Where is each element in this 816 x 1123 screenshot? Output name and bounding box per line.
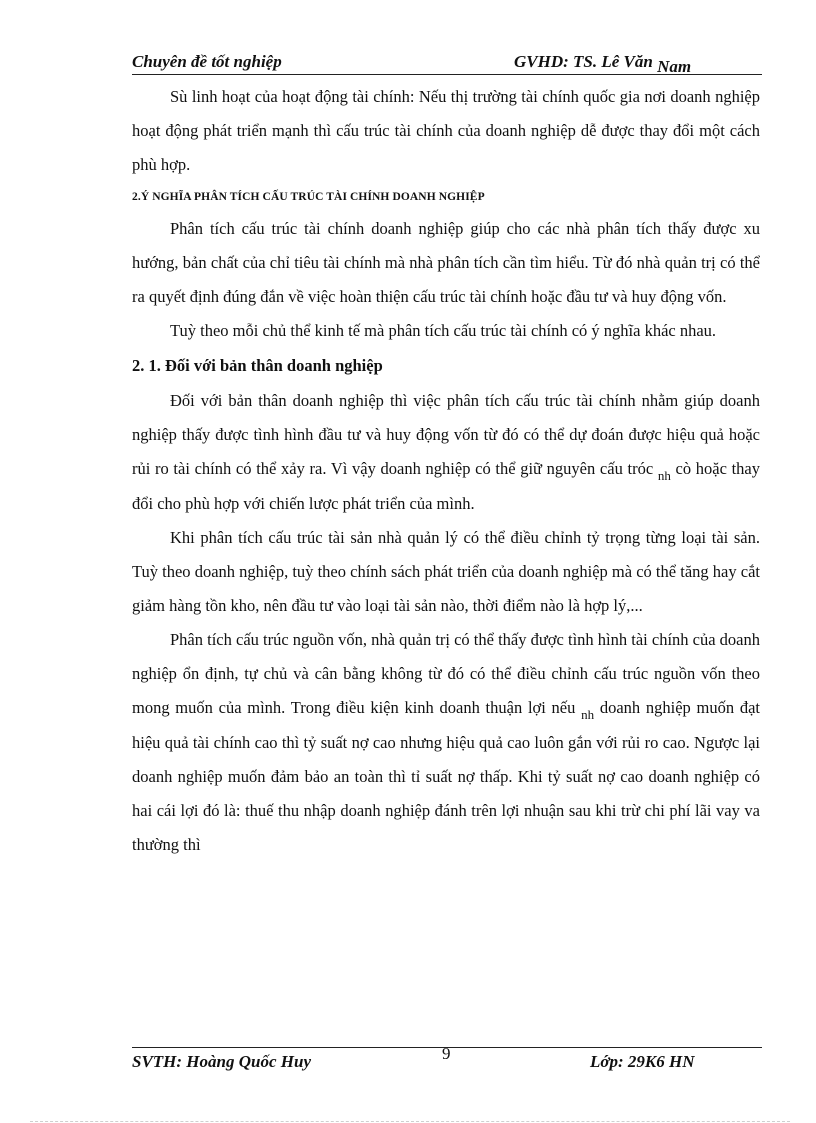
document-body [132,80,760,862]
subscript-artifact: nh [581,707,595,722]
paragraph-enterprise-analysis [132,384,760,521]
paragraph-text: Đối với bản thân doanh nghiệp thì việc phân tích cấu trúc tài chính nhằm giúp doanh nghiệp thấy được tình hình đầu tư và huy động vốn từ đó có thể dự đoán được hiệu quả hoặc rủi ro tài chính có thể xảy ra. Vì vậy doanh nghiệp có thể giữ nguyên cấu tróc [132,391,760,478]
header-advisor-name: Nam [657,57,692,76]
header-advisor-prefix: GVHD: TS. Lê Văn [514,52,658,71]
header-advisor [514,52,692,76]
page-header [132,52,762,76]
header-divider [132,74,762,75]
paragraph-text: cò hoặc thay đổi cho phù hợp với chiến lược phát triển của mình. [132,459,760,513]
paragraph-asset-structure: Khi phân tích cấu trúc tài sản nhà quản lý có thể điều chỉnh tỷ trọng từng loại tài sản. Tuỳ theo doanh nghiệp, tuỳ theo chính sách phát triển của doanh nghiệp mà có thể tăng hay cắt giảm hàng tồn kho, nên đầu tư vào loại tài sản nào, thời điểm nào là hợp lý,... [132,528,760,615]
paragraph-financial-flexibility: Sù linh hoạt của hoạt động tài chính: Nếu thị trường tài chính quốc gia nơi doanh nghiệp hoạt động phát triển mạnh thì cấu trúc tài chính của doanh nghiệp dễ được thay đổi một cách phù hợp. [132,87,760,174]
footer-class: Lớp: 29K6 HN [590,1052,695,1071]
footer-student: SVTH: Hoàng Quốc Huy [132,1052,311,1071]
section-heading-meaning: 2.Ý NGHĨA PHÂN TÍCH CẤU TRÚC TÀI CHÍNH DOANH NGHIỆP [132,191,485,203]
page-footer [132,1044,762,1074]
subsection-heading-enterprise: 2. 1. Đối với bản thân doanh nghiệp [132,356,383,375]
subscript-artifact: nh [657,468,671,483]
paragraph-economic-subjects: Tuỳ theo mỗi chủ thể kinh tế mà phân tích cấu trúc tài chính có ý nghĩa khác nhau. [170,321,717,340]
paragraph-text: doanh nghiệp muốn đạt hiệu quả tài chính cao thì tỷ suất nợ cao nhưng hiệu quả cao luôn gắn với rủi ro cao. Ngược lại doanh nghiệp muốn đảm bảo an toàn thì tỉ suất nợ thấp. Khi tỷ suất nợ cao doanh nghiệp có hai cái lợi đó là: thuế thu nhập doanh nghiệp đánh trên lợi nhuận sau khi trừ chi phí lãi vay va thường thì [132,698,760,854]
paragraph-capital-structure [132,623,760,862]
header-thesis-title: Chuyên đề tốt nghiệp [132,52,282,71]
paragraph-analysis-purpose: Phân tích cấu trúc tài chính doanh nghiệp giúp cho các nhà phân tích thấy được xu hướng, bản chất của chỉ tiêu tài chính mà nhà phân tích cần tìm hiểu. Từ đó nhà quản trị có thể ra quyết định đúng đắn về việc hoàn thiện cấu trúc tài chính hoặc đầu tư và huy động vốn. [132,219,760,306]
page-edge-dashed-line [30,1121,790,1122]
paragraph-text: Phân tích cấu trúc nguồn vốn, nhà quản trị có thể thấy được tình hình tài chính của doanh nghiệp ổn định, tự chủ và cân bằng không từ đó có thể điều chỉnh cấu trúc nguồn vốn theo mong muốn của mình. Trong điều kiện kinh doanh thuận lợi nếu [132,630,760,717]
page-number: 9 [442,1044,451,1063]
